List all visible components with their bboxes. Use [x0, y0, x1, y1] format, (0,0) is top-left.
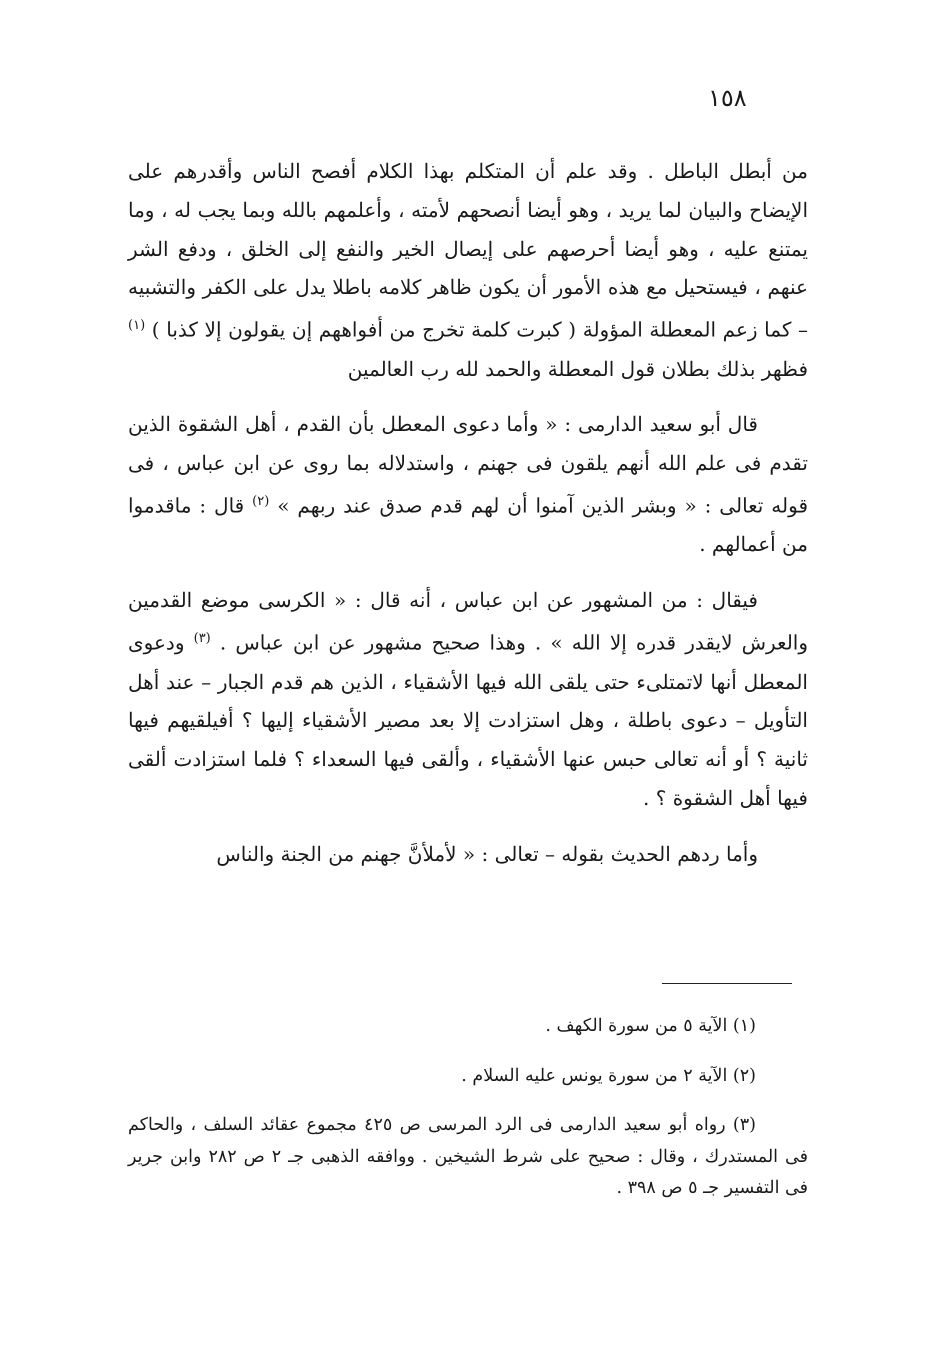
footnote-ref-1: (١) [128, 318, 146, 334]
paragraph-1-text: من أبطل الباطل . وقد علم أن المتكلم بهذا الكلام أفصح الناس وأقدرهم على الإيضاح والبيان لما يريد ، وهو أيضا أنصحهم لأمته ، وأعلمهم بالله وبما يجب له ، وما يمتنع عليه ، وهو أيضا أحرصهم على إيصال الخير والنفع إلى الخلق ، ودفع الشر عنهم ، فيستحيل مع هذه الأمور أن يكون ظاهر كلامه باطلا يدل على الكفر والتشبيه – كما زعم المعطلة المؤولة ( كبرت كلمة تخرج من أفواههم إن يقولون إلا كذبا ) [128, 159, 808, 342]
footnotes [128, 1011, 808, 1223]
page-number: ١٥٨ [708, 84, 747, 112]
footnote-ref-3: (٣) [193, 631, 211, 647]
paragraph-3 [128, 581, 808, 817]
footnote-1: (١) الآية ٥ من سورة الكهف . [545, 1016, 756, 1036]
footnote-3: (٣) رواه أبو سعيد الدارمى فى الرد المرسى ص ٤٢٥ مجموع عقائد السلف ، والحاكم فى المستدرك ، وقال : صحيح على شرط الشيخين . ووافقه الذهبى جـ ٢ ص ٢٨٢ وابن جرير فى التفسير جـ ٥ ص ٣٩٨ . [128, 1115, 808, 1198]
paragraph-4-text: وأما ردهم الحديث بقوله – تعالى : « لأملأنَّ جهنم من الجنة والناس [216, 841, 758, 866]
paragraph-4 [128, 835, 808, 874]
footnote-separator [662, 983, 792, 984]
paragraph-1-tail: فظهر بذلك بطلان قول المعطلة والحمد لله رب العالمين [347, 356, 808, 381]
paragraph-2-text: قال أبو سعيد الدارمى : « وأما دعوى المعطل بأن القدم ، أهل الشقوة الذين تقدم فى علم الله أنهم يلقون فى جهنم ، واستدلاله بما روى عن ابن عباس ، فى قوله تعالى : « وبشر الذين آمنوا أن لهم قدم صدق عند ربهم » [128, 412, 809, 518]
paragraph-2 [128, 405, 808, 564]
footnote-ref-2: (٢) [252, 494, 270, 510]
main-text [128, 152, 808, 891]
paragraph-2-tail: قال : ماقدموا من أعمالهم . [128, 493, 808, 557]
paragraph-3-text: فيقال : من المشهور عن ابن عباس ، أنه قال : « الكرسى موضع القدمين والعرش لايقدر قدره إلا الله » . وهذا صحيح مشهور عن ابن عباس . [128, 588, 809, 655]
paragraph-1 [128, 152, 808, 388]
footnote-2: (٢) الآية ٢ من سورة يونس عليه السلام . [461, 1065, 756, 1086]
paragraph-3-tail: ودعوى المعطل أنها لاتمتلىء حتى يلقى الله فيها الأشقياء ، الذين هم قدم الجبار – عند أهل التأويل – دعوى باطلة ، وهل استزادت إلا بعد مصير الأشقياء إليها ؟ أفيلقيهم فيها ثانية ؟ أو أنه تعالى حبس عنها الأشقياء ، وألقى فيها السعداء ؟ فلما استزادت ألقى فيها أهل الشقوة ؟ . [128, 630, 808, 810]
